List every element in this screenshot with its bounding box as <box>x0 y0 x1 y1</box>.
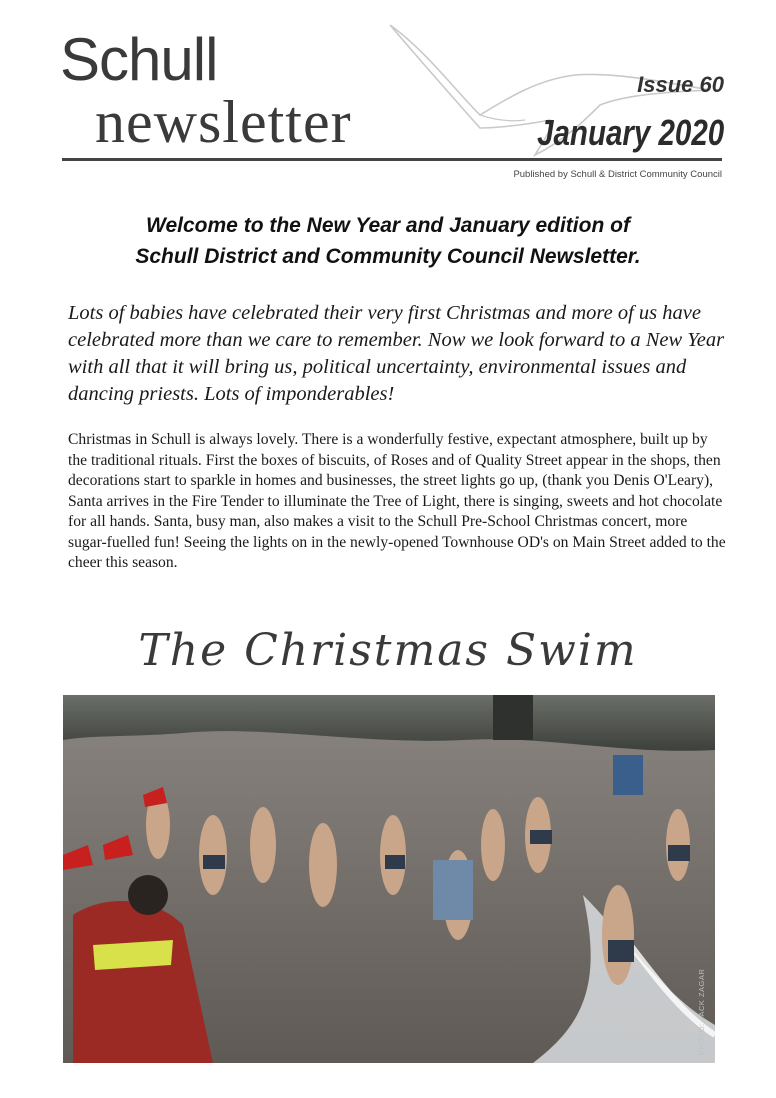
welcome-heading <box>0 210 776 272</box>
issue-date: January 2020 <box>536 112 724 153</box>
section-title: The Christmas Swim <box>138 625 638 676</box>
intro-paragraph: Lots of babies have celebrated their very first Christmas and more of us have celebrated more than we care to remember. Now we look forward to a New Year with all that it will bring us, political uncertainty, environmental issues and dancing priests. Lots of imponderables! <box>68 302 725 405</box>
body-paragraph: Christmas in Schull is always lovely. There is a wonderfully festive, expectant atmosphere, built up by the traditional rituals. First the boxes of biscuits, of Roses and of Quality Street appear in the shops, then decorations start to sparkle in homes and businesses, the street lights go up, (thank you Denis O'Leary), Santa arrives in the Fire Tender to illuminate the Tree of Light, there is singing, sweets and hot chocolate for all hands. Santa, busy man, also makes a visit to the Schull Pre-School Christmas concert, more sugar-fuelled fun! Seeing the lights on in the newly-opened Townhouse OD's on Main Street added to the cheer this season. <box>68 431 726 571</box>
masthead <box>0 0 776 190</box>
publisher-line: Published by Schull & District Community Council <box>513 169 722 180</box>
masthead-title-newsletter: newsletter <box>95 89 352 155</box>
photo-credit: PHOTO: JACK ZAGAR <box>697 968 706 1055</box>
masthead-title-schull: Schull <box>60 26 218 93</box>
masthead-rule <box>62 158 722 161</box>
welcome-line-2: Schull District and Community Council Newsletter. <box>135 245 641 268</box>
christmas-swim-photo <box>63 695 715 1063</box>
issue-number: Issue 60 <box>637 72 724 97</box>
welcome-line-1: Welcome to the New Year and January edition of <box>146 214 630 237</box>
